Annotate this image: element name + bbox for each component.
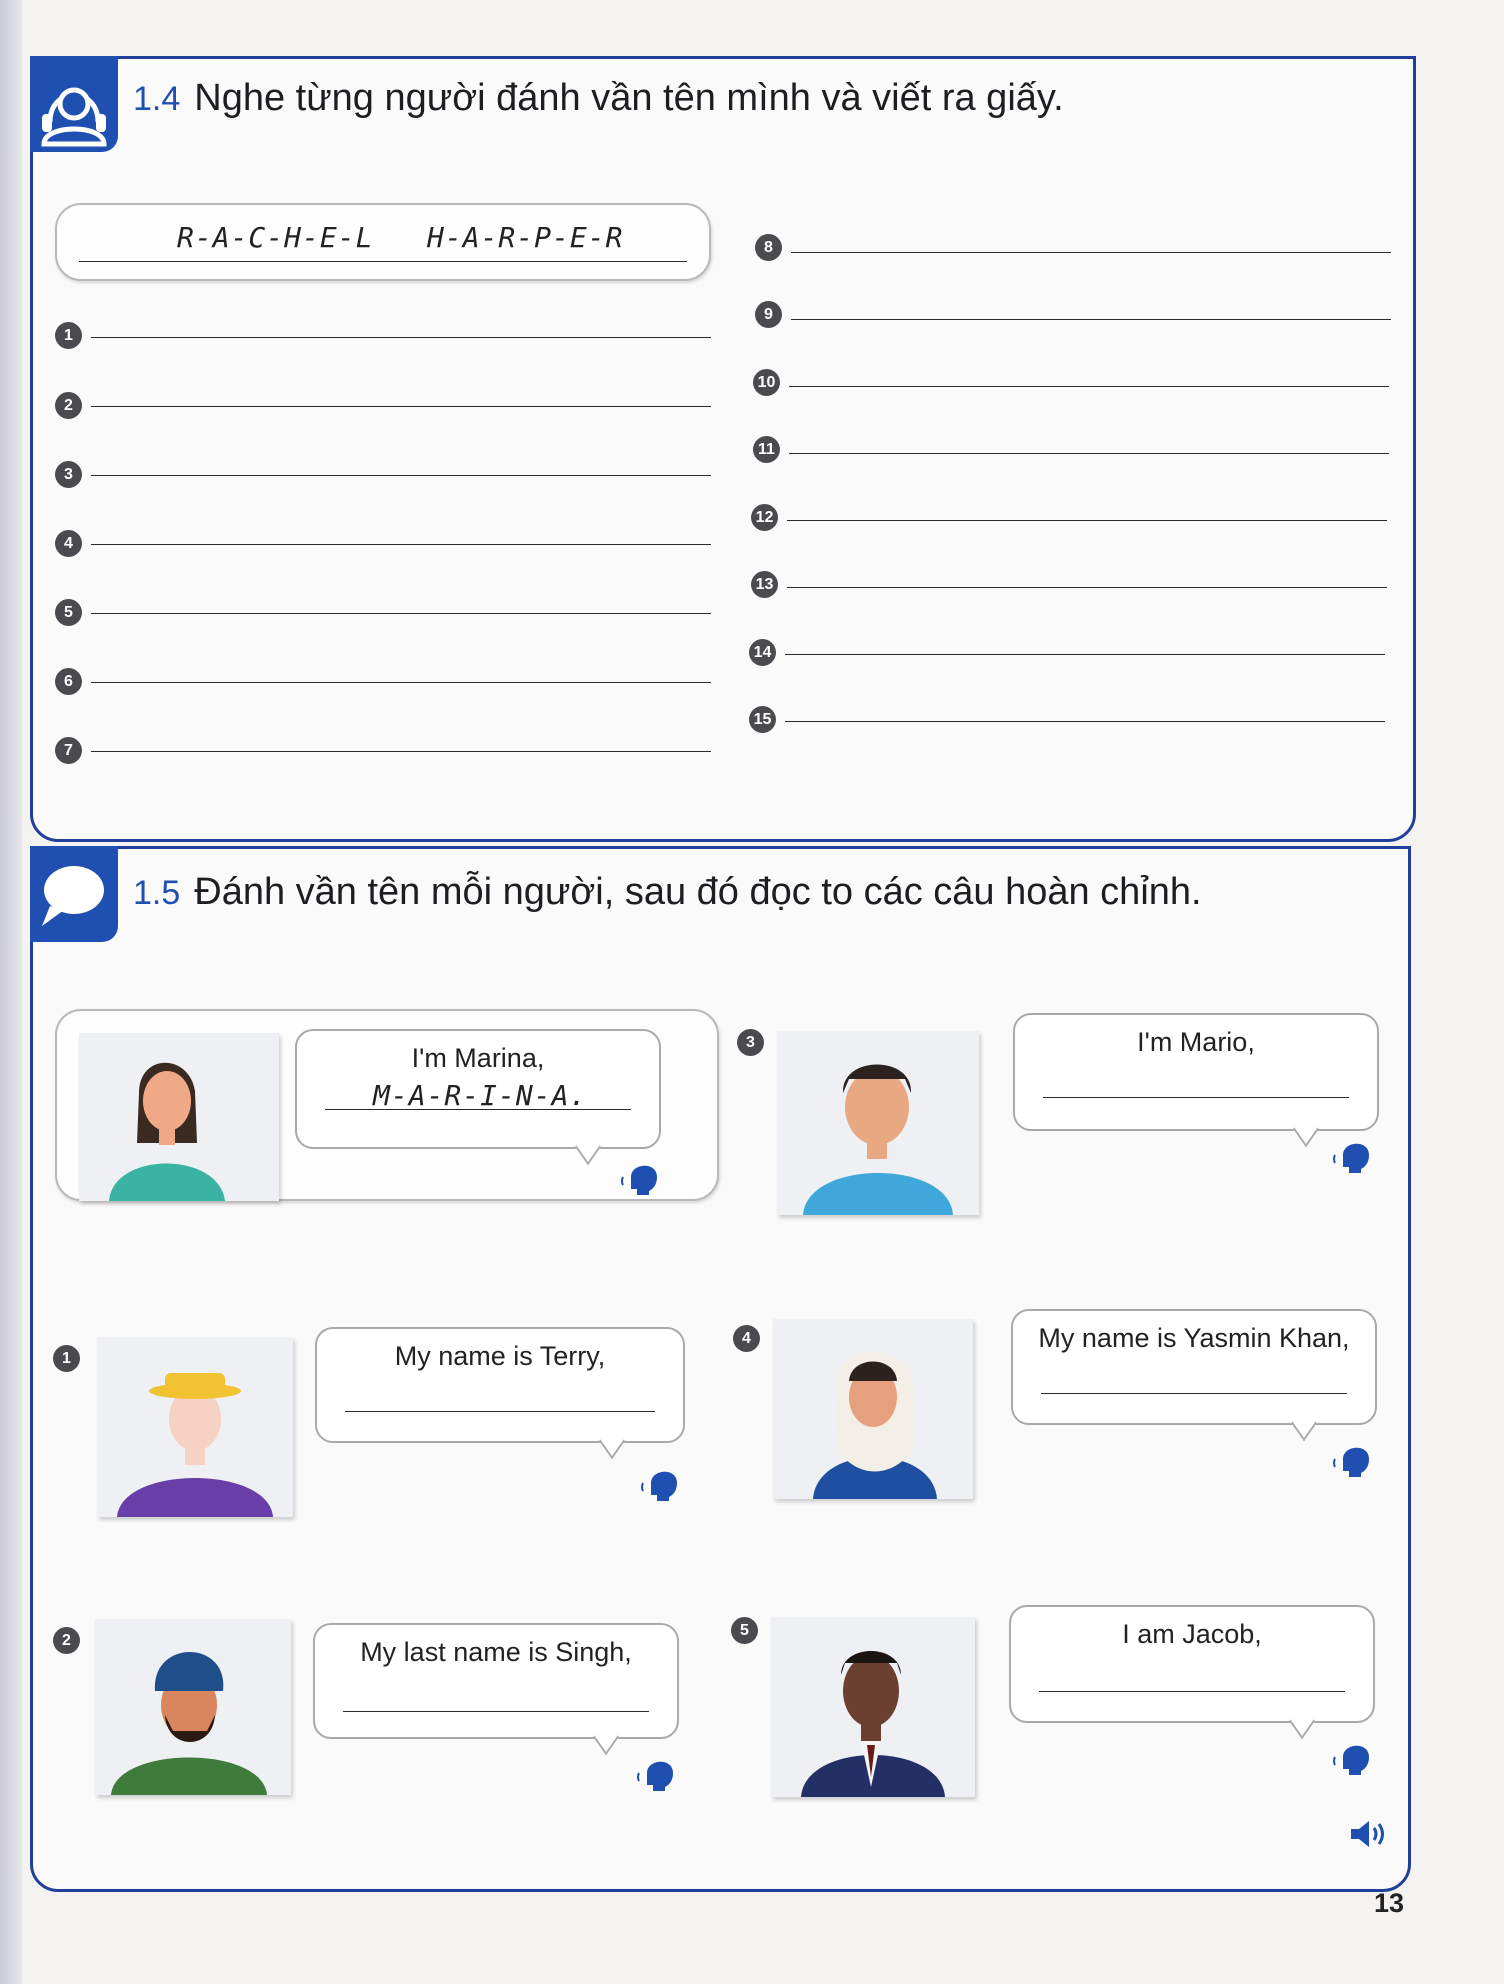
item-number-badge: 11 <box>753 436 780 463</box>
answer-line-speaking-3[interactable] <box>1043 1097 1349 1098</box>
answer-line-1[interactable] <box>91 337 711 338</box>
woman-hijab-avatar-icon <box>773 1319 973 1499</box>
item-number-badge: 13 <box>751 571 778 598</box>
item-number-badge: 1 <box>55 322 82 349</box>
speak-person-icon <box>1333 1133 1375 1175</box>
exercise-1-5-panel <box>30 846 1411 1892</box>
exercise-1-4-panel <box>30 56 1416 842</box>
exercise-1-5-title <box>133 871 1202 914</box>
speech-bubble-2 <box>313 1623 679 1739</box>
answer-line-15[interactable] <box>785 721 1385 722</box>
item-number-badge: 6 <box>55 668 82 695</box>
item-number-badge: 1 <box>53 1345 80 1372</box>
photo-singh <box>95 1619 291 1795</box>
item-number-badge: 2 <box>53 1627 80 1654</box>
answer-line-11[interactable] <box>789 453 1389 454</box>
item-number-badge: 15 <box>749 706 776 733</box>
woman-avatar-icon <box>79 1033 279 1201</box>
speak-person-icon <box>641 1461 683 1503</box>
man-turban-avatar-icon <box>95 1619 291 1795</box>
answer-line-3[interactable] <box>91 475 711 476</box>
answer-line-speaking-1[interactable] <box>345 1411 655 1412</box>
item-number-badge: 5 <box>731 1617 758 1644</box>
answer-line-speaking-5[interactable] <box>1039 1691 1345 1692</box>
exercise-instruction: Đánh vần tên mỗi người, sau đó đọc to các câu hoàn chỉnh. <box>194 871 1202 913</box>
speech-bubble-5 <box>1009 1605 1375 1723</box>
item-number-badge: 4 <box>733 1325 760 1352</box>
exercise-1-4-title <box>133 77 1064 120</box>
bubble-tail <box>1293 1111 1319 1148</box>
bubble-tail <box>1291 1405 1317 1442</box>
sentence-1: My name is Terry, <box>394 1341 606 1371</box>
item-number-badge: 8 <box>755 234 782 261</box>
answer-line-14[interactable] <box>785 654 1385 655</box>
man-blue-shirt-avatar-icon <box>777 1031 979 1215</box>
photo-jacob <box>771 1617 975 1797</box>
photo-yasmin <box>773 1319 973 1499</box>
sentence-2: My last name is Singh, <box>360 1637 632 1667</box>
sentence-5: I am Jacob, <box>1122 1619 1262 1649</box>
speech-bubble-4 <box>1011 1309 1377 1425</box>
bubble-tail <box>599 1423 625 1460</box>
speak-person-icon <box>621 1155 663 1197</box>
speak-person-icon <box>637 1751 679 1793</box>
bubble-tail <box>593 1719 619 1756</box>
answer-line-9[interactable] <box>791 319 1391 320</box>
answer-line-10[interactable] <box>789 386 1389 387</box>
answer-line-2[interactable] <box>91 406 711 407</box>
answer-line-12[interactable] <box>787 520 1387 521</box>
answer-line-5[interactable] <box>91 613 711 614</box>
answer-line-4[interactable] <box>91 544 711 545</box>
item-number-badge: 10 <box>753 369 780 396</box>
sentence-3: I'm Mario, <box>1137 1027 1255 1057</box>
example-spelling: M-A-R-I-N-A. <box>373 1079 588 1112</box>
item-number-badge: 12 <box>751 504 778 531</box>
item-number-badge: 14 <box>749 639 776 666</box>
example-answer: R-A-C-H-E-L H-A-R-P-E-R <box>177 221 624 254</box>
man-yellow-hat-avatar-icon <box>97 1337 293 1517</box>
item-number-badge: 3 <box>737 1029 764 1056</box>
speech-bubble-icon <box>30 846 118 942</box>
example-line <box>325 1109 631 1110</box>
exercise-number: 1.5 <box>133 874 181 912</box>
speaking-icon-tab <box>30 846 118 942</box>
item-number-badge: 7 <box>55 737 82 764</box>
page-number: 13 <box>1373 1888 1404 1918</box>
answer-line-6[interactable] <box>91 682 711 683</box>
example-sentence: I'm Marina, <box>411 1043 545 1073</box>
audio-speaker-icon[interactable] <box>1349 1817 1389 1851</box>
speech-bubble-example <box>295 1029 661 1149</box>
photo-mario <box>777 1031 979 1215</box>
bubble-tail <box>1289 1703 1315 1740</box>
speak-person-icon <box>1333 1735 1375 1777</box>
photo-marina <box>79 1033 279 1201</box>
answer-line-7[interactable] <box>91 751 711 752</box>
item-number-badge: 3 <box>55 461 82 488</box>
speak-person-icon <box>1333 1437 1375 1479</box>
man-suit-avatar-icon <box>771 1617 975 1797</box>
answer-line-13[interactable] <box>787 587 1387 588</box>
item-number-badge: 2 <box>55 392 82 419</box>
example-answer-line <box>79 261 687 262</box>
exercise-instruction: Nghe từng người đánh vần tên mình và viết ra giấy. <box>194 77 1064 119</box>
item-number-badge: 9 <box>755 301 782 328</box>
answer-line-speaking-2[interactable] <box>343 1711 649 1712</box>
answer-line-8[interactable] <box>791 252 1391 253</box>
page-spine-shadow <box>0 0 22 1984</box>
answer-line-speaking-4[interactable] <box>1041 1393 1347 1394</box>
item-number-badge: 5 <box>55 599 82 626</box>
sentence-4: My name is Yasmin Khan, <box>1038 1323 1350 1353</box>
exercise-number: 1.4 <box>133 80 181 118</box>
speech-bubble-1 <box>315 1327 685 1443</box>
speech-bubble-3 <box>1013 1013 1379 1131</box>
headphones-person-icon <box>30 56 118 152</box>
example-answer-box <box>55 203 711 281</box>
listening-icon-tab <box>30 56 118 152</box>
item-number-badge: 4 <box>55 530 82 557</box>
photo-terry <box>97 1337 293 1517</box>
